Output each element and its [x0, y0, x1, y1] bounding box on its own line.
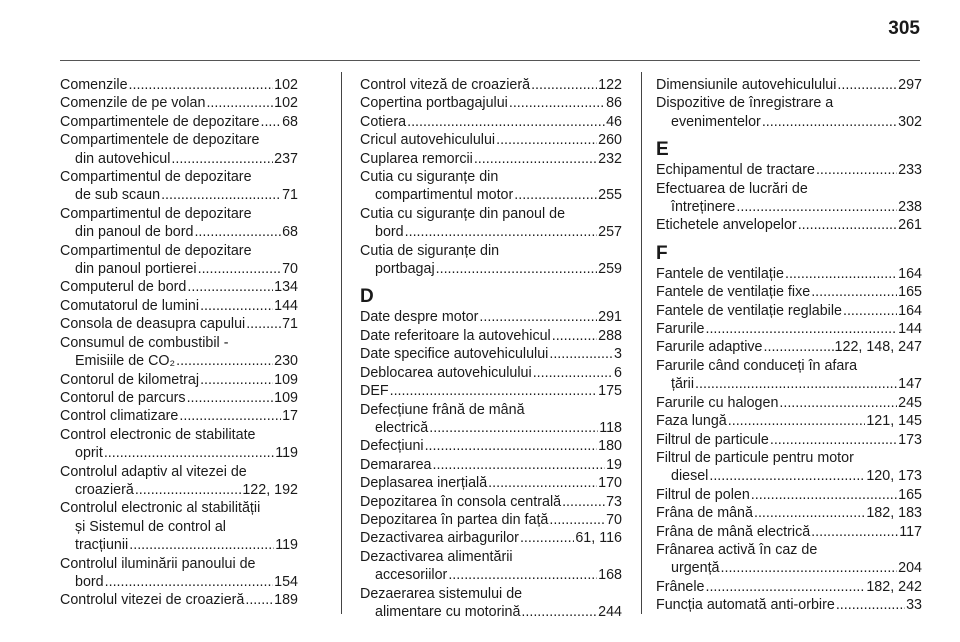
leader-dots: [552, 327, 597, 345]
index-entry-line: și Sistemul de control al: [75, 518, 226, 535]
index-entry-term: Deblocarea autovehiculului: [360, 364, 532, 381]
index-entry-page: 122, 192: [242, 481, 298, 498]
index-entry-page: 119: [275, 445, 298, 462]
leader-dots: [479, 308, 597, 326]
index-entry-term: Contorul de kilometraj: [60, 371, 200, 388]
index-entry-term: Date specifice autovehiculului: [360, 346, 549, 363]
section-letter: F: [656, 242, 668, 264]
index-entry-term: Computerul de bord: [60, 279, 187, 296]
index-entry: [60, 591, 298, 609]
leader-dots: [433, 456, 606, 474]
index-entry-line: Frânarea activă în caz de: [656, 541, 818, 558]
leader-dots: [187, 389, 274, 407]
index-entry-term: întreținere: [671, 199, 736, 216]
index-entry-line: Efectuarea de lucrări de: [656, 180, 808, 197]
leader-dots: [751, 486, 897, 504]
index-entry-term: alimentare cu motorină: [375, 603, 521, 620]
leader-dots: [816, 161, 897, 179]
index-entry: [60, 94, 298, 112]
index-entry: [60, 205, 298, 242]
header-rule: [60, 60, 920, 61]
index-entry-term: tracțiunii: [75, 537, 129, 554]
index-entry-page: 46: [606, 113, 622, 130]
index-entry-page: 168: [598, 567, 622, 584]
index-entry: [360, 113, 622, 131]
index-entry-page: 288: [598, 327, 622, 344]
index-entry-page: 109: [274, 371, 298, 388]
index-entry-page: 61, 116: [575, 530, 622, 547]
index-entry-line: Dispozitive de înregistrare a: [656, 95, 834, 112]
index-entry-page: 109: [274, 389, 298, 406]
index-entry: [656, 180, 922, 217]
index-entry: [360, 585, 622, 622]
index-entry-term: Comutatorul de lumini: [60, 297, 200, 314]
index-entry-line: Controlul iluminării panoului de: [60, 555, 256, 572]
index-entry-page: 17: [282, 408, 298, 425]
index-entry-page: 259: [598, 261, 622, 278]
index-entry: [360, 131, 622, 149]
index-entry-page: 245: [898, 394, 922, 411]
index-entry-term: croazieră: [75, 481, 134, 498]
leader-dots: [245, 591, 273, 609]
leader-dots: [531, 76, 597, 94]
index-entry: [60, 407, 298, 425]
index-entry-term: Farurile adaptive: [656, 339, 763, 356]
index-entry-page: 182, 183: [866, 505, 922, 522]
index-entry-term: Funcția automată anti-orbire: [656, 597, 835, 614]
leader-dots: [843, 302, 897, 320]
leader-dots: [562, 493, 605, 511]
index-entry-page: 204: [898, 560, 922, 577]
index-entry-page: 164: [898, 302, 922, 319]
leader-dots: [785, 265, 897, 283]
index-entry: [60, 315, 298, 333]
index-entry: [656, 596, 922, 614]
index-entry-page: 117: [899, 523, 922, 540]
index-entry-page: 180: [598, 438, 622, 455]
index-entry: [656, 541, 922, 578]
index-entry: [656, 302, 922, 320]
index-entry-page: 189: [274, 592, 298, 609]
index-entry-page: 260: [598, 132, 622, 149]
section-letter: E: [656, 139, 669, 161]
index-entry-page: 238: [898, 199, 922, 216]
index-entry-line: Consumul de combustibil -: [60, 334, 229, 351]
index-entry-page: 68: [282, 224, 298, 241]
leader-dots: [135, 481, 242, 499]
index-entry-page: 102: [274, 95, 298, 112]
index-entry-page: 244: [598, 603, 622, 620]
index-entry-page: 147: [898, 376, 922, 393]
leader-dots: [764, 338, 834, 356]
index-entry-term: Filtrul de polen: [656, 486, 750, 503]
index-entry: [656, 357, 922, 394]
index-entry-page: 71: [282, 316, 298, 333]
index-entry: [60, 113, 298, 131]
index-entry: [360, 327, 622, 345]
index-entry-term: Demararea: [360, 456, 432, 473]
leader-dots: [762, 113, 897, 131]
index-entry: [60, 426, 298, 463]
index-entry-page: 182, 242: [866, 578, 922, 595]
index-entry-term: Etichetele anvelopelor: [656, 217, 797, 234]
index-entry-term: urgență: [671, 560, 720, 577]
index-entry: [60, 76, 298, 94]
leader-dots: [260, 113, 281, 131]
index-entry: [656, 394, 922, 412]
column-divider-2: [641, 72, 642, 614]
index-entry-page: 19: [606, 456, 622, 473]
leader-dots: [200, 297, 273, 315]
leader-dots: [728, 412, 866, 430]
index-entry-line: Compartimentele de depozitare: [60, 132, 260, 149]
index-entry: [60, 334, 298, 371]
leader-dots: [179, 407, 281, 425]
index-entry: [656, 216, 922, 234]
leader-dots: [779, 394, 897, 412]
leader-dots: [754, 504, 865, 522]
index-entry-term: din panoul portierei: [75, 261, 197, 278]
index-entry: [360, 474, 622, 492]
index-entry-term: oprit: [75, 445, 103, 462]
index-entry-term: Faza lungă: [656, 413, 727, 430]
index-entry: [656, 76, 922, 94]
leader-dots: [798, 216, 897, 234]
index-entry: [60, 278, 298, 296]
leader-dots: [390, 382, 598, 400]
index-entry-term: din autovehicul: [75, 150, 171, 167]
index-entry-line: Compartimentul de depozitare: [60, 169, 252, 186]
index-entry: [360, 437, 622, 455]
index-entry-term: Consola de deasupra capului: [60, 316, 246, 333]
index-entry: [360, 150, 622, 168]
index-entry-line: Controlul electronic al stabilității: [60, 500, 261, 517]
index-entry-term: țării: [671, 376, 695, 393]
index-entry: [656, 431, 922, 449]
index-entry-page: 154: [274, 573, 298, 590]
leader-dots: [509, 94, 605, 112]
index-entry-term: portbagaj: [375, 261, 435, 278]
index-entry-term: Frâna de mână: [656, 505, 753, 522]
index-entry-term: diesel: [671, 468, 709, 485]
index-column-1: [60, 76, 298, 610]
index-entry-term: Copertina portbagajului: [360, 95, 508, 112]
index-entry-term: Depozitarea în consola centrală: [360, 493, 562, 510]
index-entry-term: din panoul de bord: [75, 224, 194, 241]
index-entry-term: Farurile: [656, 321, 705, 338]
index-entry: [360, 401, 622, 438]
leader-dots: [695, 375, 897, 393]
column-divider-1: [341, 72, 342, 614]
leader-dots: [171, 150, 273, 168]
index-entry-page: 121, 145: [866, 413, 922, 430]
index-entry: [360, 242, 622, 279]
leader-dots: [246, 315, 281, 333]
index-entry-term: Frâna de mână electrică: [656, 523, 811, 540]
index-entry-page: 122, 148, 247: [834, 339, 922, 356]
leader-dots: [521, 603, 597, 621]
index-entry-line: Filtrul de particule pentru motor: [656, 449, 854, 466]
index-entry: [360, 529, 622, 547]
leader-dots: [161, 186, 281, 204]
index-entry-term: electrică: [375, 419, 429, 436]
index-entry: [360, 364, 622, 382]
index-entry: [360, 94, 622, 112]
index-entry: [360, 456, 622, 474]
index-entry-page: 86: [606, 95, 622, 112]
index-entry: [656, 486, 922, 504]
index-entry-page: 119: [275, 537, 298, 554]
index-entry: [360, 168, 622, 205]
index-entry-line: Cutia de siguranțe din: [360, 242, 500, 259]
index-entry-page: 170: [598, 475, 622, 492]
leader-dots: [187, 278, 273, 296]
leader-dots: [705, 578, 865, 596]
leader-dots: [496, 131, 597, 149]
index-entry: [360, 345, 622, 363]
index-entry: [60, 168, 298, 205]
index-entry-page: 122: [598, 77, 622, 93]
index-entry-line: Cutia cu siguranțe din: [360, 169, 499, 186]
index-entry-term: Contorul de parcurs: [60, 389, 186, 406]
index-entry: [60, 389, 298, 407]
index-entry-page: 232: [598, 150, 622, 167]
index-entry-term: Controlul vitezei de croazieră: [60, 592, 245, 609]
index-entry-term: Dezactivarea airbagurilor: [360, 530, 519, 547]
index-entry-page: 165: [898, 486, 922, 503]
index-column-3: [656, 76, 922, 615]
index-entry-term: accesoriilor: [375, 567, 448, 584]
index-entry-page: 233: [898, 162, 922, 179]
leader-dots: [811, 523, 898, 541]
index-entry-page: 291: [598, 309, 622, 326]
leader-dots: [206, 94, 273, 112]
leader-dots: [105, 573, 274, 591]
index-entry-page: 3: [614, 346, 622, 363]
leader-dots: [721, 559, 898, 577]
index-entry-term: Farurile cu halogen: [656, 394, 779, 411]
leader-dots: [448, 566, 597, 584]
index-entry: [60, 463, 298, 500]
index-entry-line: Dezactivarea alimentării: [360, 548, 513, 565]
index-entry-page: 165: [898, 284, 922, 301]
leader-dots: [129, 536, 274, 554]
index-entry: [656, 578, 922, 596]
index-entry-page: 134: [274, 279, 298, 296]
index-entry-term: Deplasarea inerțială: [360, 475, 488, 492]
leader-dots: [200, 371, 273, 389]
index-entry-term: evenimentelor: [671, 113, 761, 130]
index-entry-term: Cricul autovehiculului: [360, 132, 496, 149]
index-entry-term: DEF: [360, 383, 389, 400]
leader-dots: [429, 419, 598, 437]
index-entry-term: Filtrul de particule: [656, 431, 769, 448]
leader-dots: [436, 260, 598, 278]
leader-dots: [104, 444, 274, 462]
leader-dots: [770, 431, 897, 449]
index-entry-line: Farurile când conduceți în afara: [656, 357, 858, 374]
leader-dots: [198, 260, 281, 278]
page-number: 305: [888, 18, 920, 39]
index-entry: [656, 283, 922, 301]
leader-dots: [837, 76, 897, 94]
leader-dots: [709, 467, 865, 485]
index-entry-line: Dezaerarea sistemului de: [360, 585, 523, 602]
index-entry: [656, 338, 922, 356]
index-entry-term: Cuplarea remorcii: [360, 150, 473, 167]
index-entry-term: bord: [375, 224, 404, 241]
index-entry: [656, 320, 922, 338]
index-entry-term: Dimensiunile autovehiculului: [656, 77, 837, 93]
index-entry: [656, 523, 922, 541]
leader-dots: [176, 352, 273, 370]
leader-dots: [474, 150, 597, 168]
index-entry-page: 255: [598, 187, 622, 204]
index-entry-term: compartimentul motor: [375, 187, 514, 204]
index-entry-line: Cutia cu siguranțe din panoul de: [360, 205, 566, 222]
index-entry: [360, 548, 622, 585]
index-entry-term: Fantele de ventilație: [656, 265, 784, 282]
index-entry-term: bord: [75, 573, 104, 590]
index-entry-page: 102: [274, 77, 298, 93]
leader-dots: [514, 186, 597, 204]
leader-dots: [194, 223, 281, 241]
leader-dots: [488, 474, 597, 492]
leader-dots: [425, 437, 598, 455]
index-entry-page: 118: [599, 419, 622, 436]
leader-dots: [405, 223, 598, 241]
index-entry-page: 144: [898, 321, 922, 338]
index-entry: [656, 265, 922, 283]
index-entry-page: 6: [614, 364, 622, 381]
index-entry-term: Cotiera: [360, 113, 407, 130]
index-entry-term: Emisiile de CO₂: [75, 353, 176, 370]
index-entry-line: Controlul adaptiv al vitezei de: [60, 463, 247, 480]
index-entry-line: Control electronic de stabilitate: [60, 426, 256, 443]
index-entry-term: Date referitoare la autovehicul: [360, 327, 551, 344]
index-entry-page: 261: [898, 217, 922, 234]
index-entry: [60, 499, 298, 554]
index-entry-term: Fantele de ventilație reglabile: [656, 302, 842, 319]
index-entry-term: Comenzile: [60, 77, 128, 93]
index-entry-page: 120, 173: [866, 468, 922, 485]
index-entry-term: Control climatizare: [60, 408, 179, 425]
leader-dots: [811, 283, 897, 301]
leader-dots: [533, 364, 613, 382]
index-entry: [360, 511, 622, 529]
index-entry: [60, 297, 298, 315]
index-column-2: [360, 76, 622, 621]
leader-dots: [836, 596, 905, 614]
index-entry-page: 70: [606, 511, 622, 528]
index-entry-page: 70: [282, 261, 298, 278]
index-entry: [656, 504, 922, 522]
index-entry-term: Echipamentul de tractare: [656, 162, 815, 179]
index-entry: [60, 242, 298, 279]
index-entry-term: Defecțiuni: [360, 438, 424, 455]
index-entry: [60, 555, 298, 592]
index-entry-term: Compartimentele de depozitare: [60, 113, 260, 130]
index-entry: [60, 371, 298, 389]
index-entry: [360, 382, 622, 400]
index-entry-page: 237: [274, 150, 298, 167]
leader-dots: [407, 113, 605, 131]
index-entry: [656, 412, 922, 430]
index-entry: [656, 161, 922, 179]
index-entry-line: Defecțiune frână de mână: [360, 401, 525, 418]
index-entry-term: Control viteză de croazieră: [360, 77, 531, 93]
index-entry-page: 175: [598, 383, 622, 400]
index-entry-page: 257: [598, 224, 622, 241]
index-entry-page: 73: [606, 493, 622, 510]
leader-dots: [705, 320, 897, 338]
leader-dots: [736, 198, 897, 216]
leader-dots: [520, 529, 574, 547]
index-entry-term: Date despre motor: [360, 309, 479, 326]
index-entry-page: 173: [898, 431, 922, 448]
index-entry: [360, 205, 622, 242]
section-letter: D: [360, 286, 374, 308]
index-entry: [656, 449, 922, 486]
index-entry: [360, 76, 622, 94]
index-entry-term: de sub scaun: [75, 187, 161, 204]
index-entry-page: 297: [898, 77, 922, 93]
index-entry-page: 68: [282, 113, 298, 130]
index-entry-page: 230: [274, 353, 298, 370]
leader-dots: [549, 345, 613, 363]
index-entry-page: 144: [274, 297, 298, 314]
index-entry-line: Compartimentul de depozitare: [60, 242, 252, 259]
index-entry: [656, 94, 922, 131]
index-entry-term: Depozitarea în partea din față: [360, 511, 549, 528]
index-entry-line: Compartimentul de depozitare: [60, 205, 252, 222]
index-entry-page: 33: [906, 597, 922, 614]
index-entry-page: 302: [898, 113, 922, 130]
index-entry: [360, 308, 622, 326]
index-entry-page: 71: [282, 187, 298, 204]
index-entry-page: 164: [898, 265, 922, 282]
index-entry-term: Fantele de ventilație fixe: [656, 284, 811, 301]
index-entry-term: Frânele: [656, 578, 705, 595]
index-entry: [60, 131, 298, 168]
index-entry-term: Comenzile de pe volan: [60, 95, 206, 112]
index-entry: [360, 493, 622, 511]
leader-dots: [549, 511, 605, 529]
leader-dots: [129, 76, 274, 94]
